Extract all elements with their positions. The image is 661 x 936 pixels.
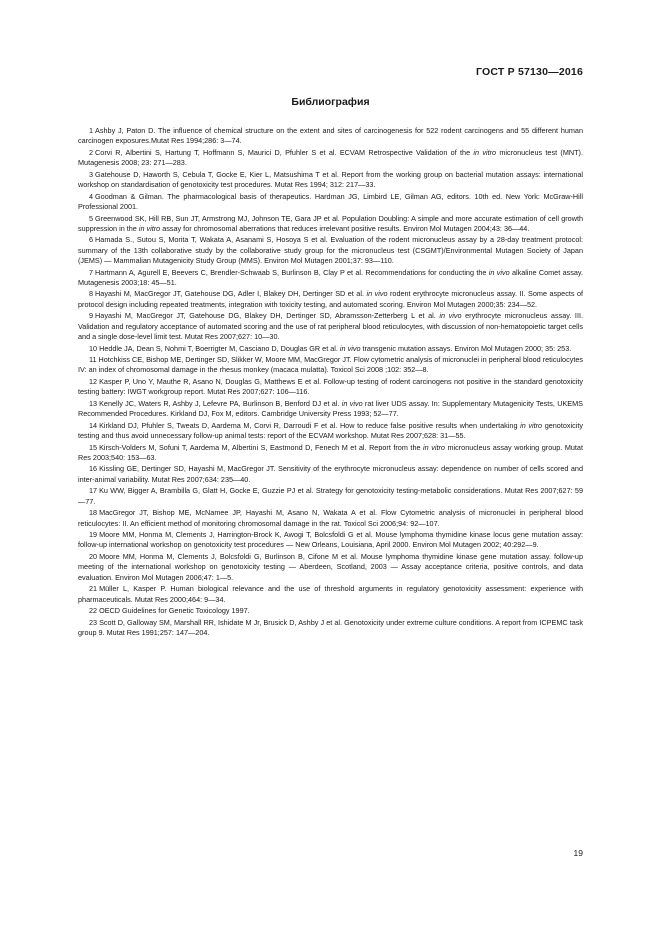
reference-item [78,464,583,485]
reference-text: Heddle JA, Dean S, Nohmi T, Boerrigter M, Casciano D, Douglas GR et al. [99,343,340,353]
reference-text: rat liver UDS assay. In: Supplementary Mutagenicity Tests, UKEMS Recommended Procedures. Kirkland DJ, Fox M, editors. Cambridge University Press 1993; 52—77. [78,398,584,419]
reference-list [78,126,583,639]
reference-text: assay for chromosomal aberrations that reduces irrelevant positive results. Environ Mol Mutagen 2004;43: 36—44. [160,223,530,233]
reference-item [78,377,583,398]
reference-text: Moore MM, Honma M, Clements J, Bolcsfoldi G, Burlinson B, Cifone M et al. Mouse lymphoma thymidine kinase gene mutation assay. follow-up meeting of the international workshop on genotoxicity testing — Aberdeen, Scotland, 2003 — Assay acceptance criteria, positive controls, and data evaluation. Environ Mol Mutagen 2006;47: 1—5. [78,551,583,582]
reference-number: 4 [89,191,94,201]
reference-text: micronucleus test (MNT). Mutagenesis 2008; 23: 271—283. [78,147,583,168]
reference-number: 21 [89,584,98,594]
reference-number: 6 [89,235,94,245]
reference-number: 20 [89,551,98,561]
reference-item [78,584,583,605]
reference-item [78,344,583,354]
reference-text: Scott D, Galloway SM, Marshall RR, Ishidate M Jr, Brusick D, Ashby J et al. Genotoxicity under extreme culture conditions. A report from ICPEMC task group 9. Mutat Res 1991;257: 147—204. [78,617,583,637]
reference-text: erythrocyte micronucleus assay. III. Validation and regulatory acceptance of automated scoring and the use of rat peripheral blood reticulocytes, with discussion of non-hematopoietic target cells and a single dose-level limit test. Mutat Res 2007;627: 10—30. [78,311,583,342]
reference-text: Kirsch-Volders M, Sofuni T, Aardema M, Albertini S, Eastmond D, Fenech M et al. Report from the [99,442,424,452]
reference-item [78,289,583,310]
reference-number: 11 [89,355,97,365]
reference-number: 5 [89,213,94,223]
reference-number: 13 [89,398,98,408]
reference-text: Hotchkiss CE, Bishop ME, Dertinger SD, Slikker W, Moore MM, MacGregor JT. Flow cytometric analysis of micronuclei in peripheral blood reticulocytes IV: an index of chromosomal damage in the rhesus monkey (macaca mulatta). Toxicol Sci 2008 ;102: 352—8. [78,355,583,375]
reference-number: 10 [89,343,98,353]
reference-text: Kasper P, Uno Y, Mauthe R, Asano N, Douglas G, Matthews E et al. Follow-up testing of rodent carcinogens not positive in the standard genotoxicity testing battery: IWGT workgroup report. Mutat Res 2007;627: 106—116. [78,376,583,397]
bibliography-title: Библиография [291,96,370,108]
reference-italic-term: in vitro [423,442,445,452]
reference-text: alkaline Comet assay. Mutagenesis 2003;18: 45—51. [78,267,583,287]
reference-text: transgenic mutation assays. Environ Mol Mutagen 2000; 35: 253. [360,343,572,353]
reference-text: Gatehouse D, Haworth S, Cebula T, Gocke E, Kier L, Matsushima T et al. Report from the working group on bacterial mutation assays: international workshop on standardisation of genotoxicity test procedures. Mutat Res 1994; 312: 217—33. [78,169,583,190]
reference-text: Hartmann A, Agurell E, Beevers C, Brendler-Schwaab S, Burlinson B, Clay P et al. Recommendations for conducting the [95,267,489,277]
reference-number: 22 [89,606,98,616]
reference-text: MacGregor JT, Bishop ME, McNamee JP, Hayashi M, Asano N, Wakata A et al. Flow Cytometric analysis of micronuclei in peripheral blood reticulocytes: II. An efficient method of monitoring chromosomal damage in the rat. Toxicol Sci 2006;94: 92—107. [78,508,583,528]
reference-number: 16 [89,464,98,474]
reference-number: 23 [89,617,98,627]
reference-text: Kirkland DJ, Pfuhler S, Tweats D, Aardema M, Corvi R, Darroudi F et al. How to reduce false positive results when undertaking [99,420,521,430]
reference-item [78,148,583,169]
reference-number: 2 [89,147,94,157]
reference-italic-term: in vivo [339,343,361,353]
reference-item [78,355,583,376]
reference-item [78,311,583,342]
reference-number: 18 [89,508,98,518]
reference-item [78,192,583,213]
reference-italic-term: in vivo [366,289,388,299]
reference-text: Ku WW, Bigger A, Brambilla G, Glatt H, Gocke E, Guzzie PJ et al. Strategy for genotoxicity testing-metabolic considerations. Mutat Res 2007;627: 59—77. [78,486,583,506]
reference-text: Greenwood SK, Hill RB, Sun JT, Armstrong MJ, Johnson TE, Gara JP et al. Population Doubling: A simple and more accurate estimation of cell growth suppression in the [78,213,583,233]
reference-text: Hayashi M, MacGregor JT, Gatehouse DG, Blakey DH, Dertinger SD, Abramsson-Zetterberg L et al. [95,311,440,321]
reference-number: 8 [89,289,94,299]
reference-number: 14 [89,420,98,430]
reference-text: Hamada S., Sutou S, Morita T, Wakata A, Asanami S, Hosoya S et al. Evaluation of the rodent micronucleus assay by a 28-day treatment protocol: summary of the 13th collaborative study by the collaborative study group for the micronucleus test (CSGMT)/Environmental Mutagen Society of Japan (JEMS) — Mammalian Mutagenicity Study Group (MMS). Environ Mol Mutagen 2001;37: 93—110. [78,235,583,266]
reference-text: Kenelly JC, Waters R, Ashby J, Lefevre PA, Burlinson B, Benford DJ et al. [99,398,342,408]
reference-text: OECD Guidelines for Genetic Toxicology 1997. [99,606,250,616]
reference-text: Corvi R, Albertini S, Hartung T, Hoffmann S, Maurici D, Pfuhler S et al. ECVAM Retrospective Validation of the [95,147,474,157]
reference-text: Ashby J, Paton D. The influence of chemical structure on the extent and sites of carcinogenesis for 522 rodent carcinogens and 55 different human carcinogen exposures.Mutat Res 1994;286: 3—74. [78,126,583,146]
reference-item [78,126,583,147]
reference-italic-term: in vitro [520,420,543,430]
reference-text: Kissling GE, Dertinger SD, Hayashi M, MacGregor JT. Sensitivity of the erythrocyte micronucleus assay: dependence on number of cells scored and inter-animal variability. Mutat Res 2007;634: 235—40. [78,464,583,484]
reference-item [78,443,583,464]
reference-number: 12 [89,376,98,386]
reference-number: 3 [89,169,94,179]
reference-number: 1 [89,126,94,135]
reference-item [78,618,583,639]
reference-text: Hayashi M, MacGregor JT, Gatehouse DG, Adler I, Blakey DH, Dertinger SD et al. [95,289,367,299]
reference-number: 15 [89,442,98,452]
reference-italic-term: in vitro [473,147,497,157]
reference-item [78,486,583,507]
reference-item [78,170,583,191]
reference-italic-term: in vivo [439,311,462,321]
reference-item [78,530,583,551]
reference-number: 9 [89,311,94,321]
reference-item [78,399,583,420]
reference-text: Moore MM, Honma M, Clements J, Harrington-Brock K, Awogi T, Bolcsfoldi G et al. Mouse lymphoma thymidine kinase locus gene mutation assay: follow-up international workshop on genotoxicity test procedures — New Orleans, Louisiana, April 2000. Environ Mol Mutagen 2002; 40:292—9. [78,530,583,550]
reference-number: 19 [89,530,98,540]
reference-text: rodent erythrocyte micronucleus assay. II. Some aspects of protocol design including repeated treatments, integration with toxicity testing, and automated scoring. Environ Mol Mutagen 2000;35: 234—52. [78,289,583,309]
reference-number: 17 [89,486,98,496]
document-standard-header: ГОСТ Р 57130—2016 [475,66,583,78]
reference-item [78,606,583,616]
page-number: 19 [573,848,583,858]
reference-item [78,214,583,235]
reference-italic-term: in vivo [341,398,363,408]
reference-text: genotoxicity testing and thus avoid unnecessary follow-up animal tests: report of the ECVAM workshop. Mutat Res 2007;628: 31—55. [78,420,583,441]
reference-text: Müller L, Kasper P. Human biological relevance and the use of threshold arguments in regulatory genotoxicity assessment: experience with pharmaceuticals. Mutat Res 2000;464: 9—34. [78,584,583,604]
reference-item [78,235,583,266]
reference-item [78,268,583,289]
reference-text: Goodman & Gilman. The pharmacological basis of therapeutics. Hardman JG, Limbird LE, Gilman AG, editors. 10th ed. New York: McGraw-Hill Professional 2001. [78,191,583,211]
reference-italic-term: in vivo [488,267,510,277]
reference-item [78,552,583,583]
reference-italic-term: in vitro [138,223,161,233]
reference-number: 7 [89,267,94,277]
reference-item [78,508,583,529]
reference-item [78,421,583,442]
reference-text: micronucleus assay working group. Mutat Res 2003;540: 153—63. [78,442,583,462]
